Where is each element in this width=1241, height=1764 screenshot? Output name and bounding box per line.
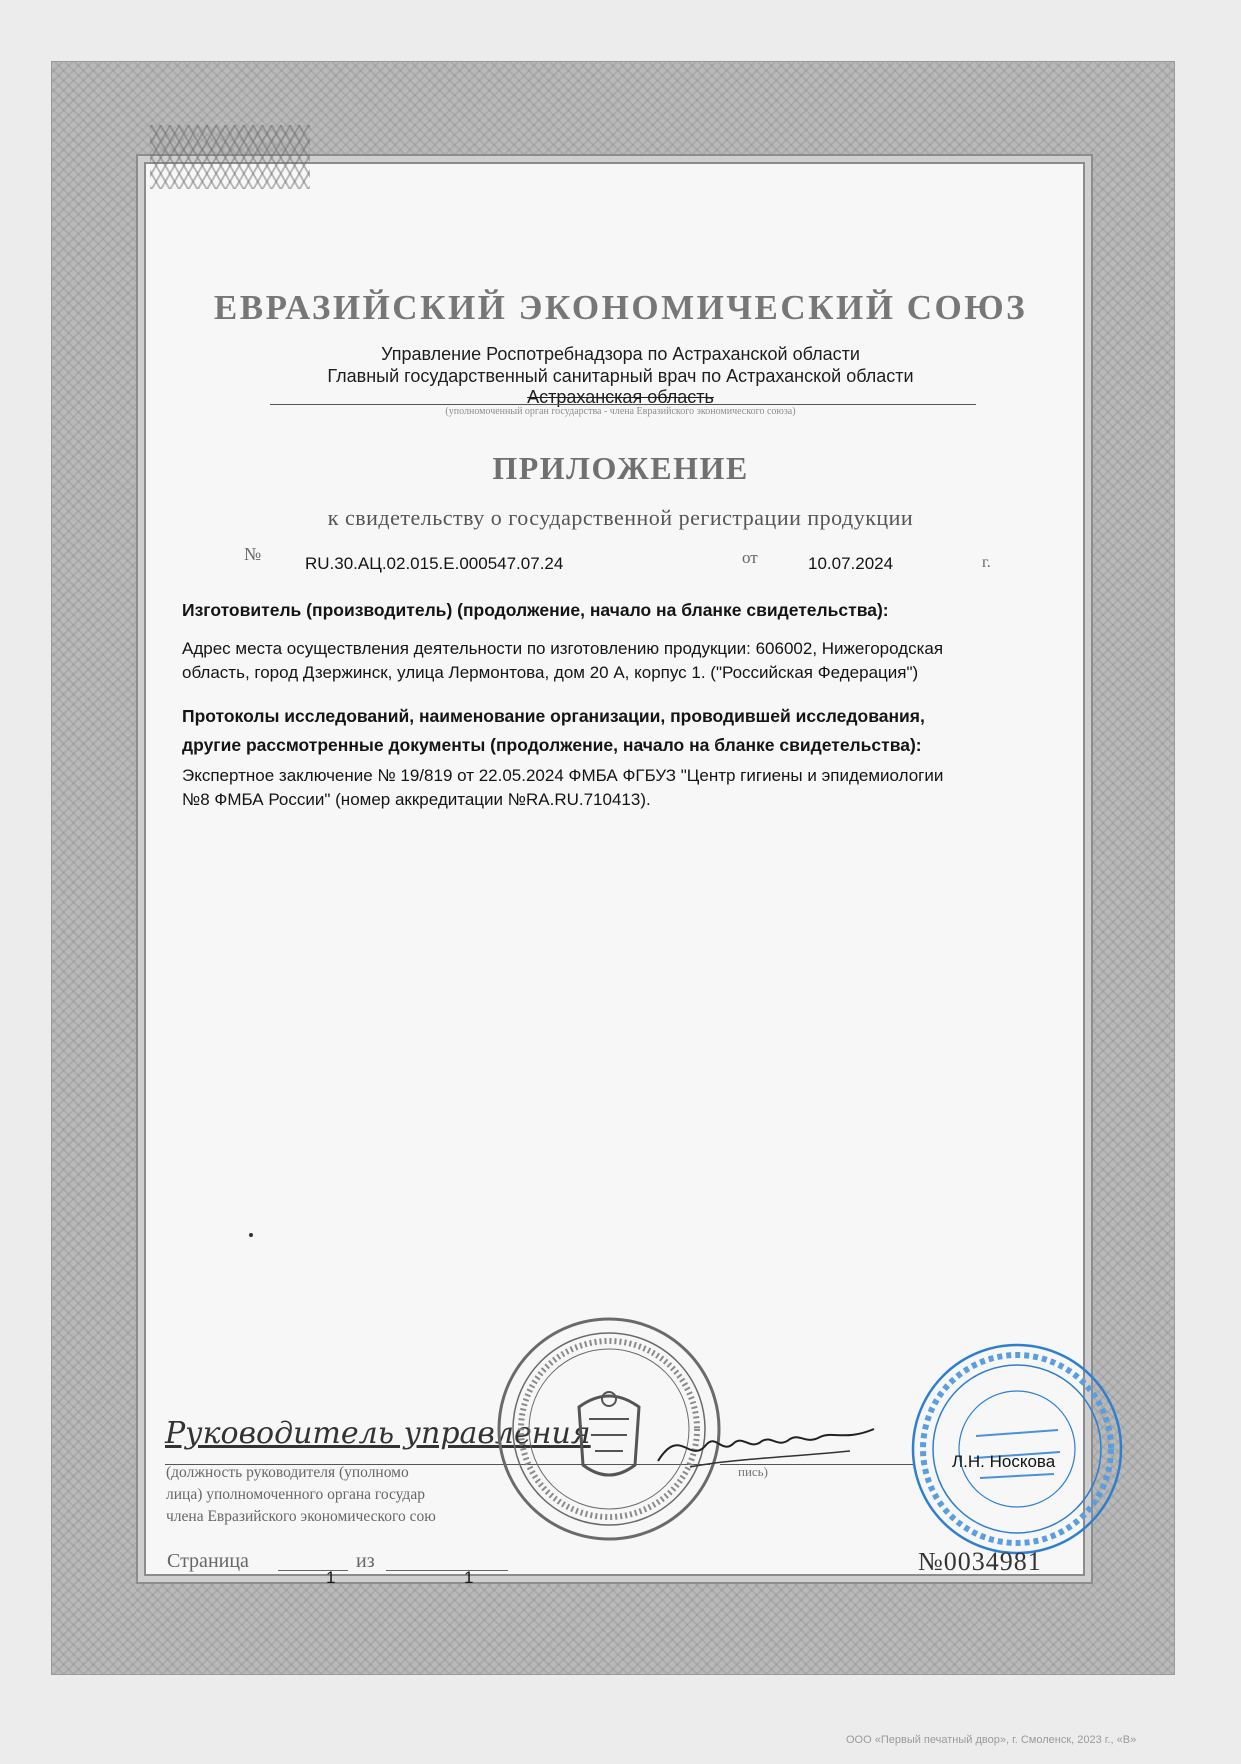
- number-label: №: [244, 544, 262, 564]
- registration-date: 10.07.2024: [808, 554, 894, 573]
- page-title: ПРИЛОЖЕНИЕ: [492, 450, 749, 486]
- page-of-label: из: [356, 1550, 375, 1572]
- signature-caption-tail: пись): [738, 1464, 768, 1479]
- protocols-line-1: Экспертное заключение № 19/819 от 22.05.2024 ФМБА ФГБУЗ "Центр гигиены и эпидемиологии: [182, 766, 944, 785]
- security-ornament: [150, 125, 310, 189]
- manufacturer-address-line-1: Адрес места осуществления деятельности по изготовлению продукции: 606002, Нижегородская: [182, 639, 944, 658]
- protocols-line-2: №8 ФМБА России" (номер аккредитации №RA.RU.710413).: [182, 790, 651, 809]
- caption-line-1: (должность руководителя (уполномо: [166, 1464, 409, 1481]
- signer-name: Л.Н. Носкова: [952, 1452, 1056, 1471]
- union-title: ЕВРАЗИЙСКИЙ ЭКОНОМИЧЕСКИЙ СОЮЗ: [213, 288, 1028, 327]
- caption-line-3: члена Евразийского экономического сою: [166, 1508, 436, 1525]
- printer-imprint: ООО «Первый печатный двор», г. Смоленск, 2023 г., «В»: [846, 1734, 1137, 1746]
- authority-line-1: Управление Роспотребнадзора по Астраханской области: [381, 344, 860, 364]
- page-number-line: [278, 1570, 348, 1571]
- date-label: от: [742, 548, 758, 567]
- form-number: №0034981: [918, 1547, 1042, 1576]
- manufacturer-address-line-2: область, город Дзержинск, улица Лермонтова, дом 20 А, корпус 1. ("Российская Федерация"): [182, 663, 919, 682]
- authority-line-2: Главный государственный санитарный врач по Астраханской области: [327, 366, 914, 386]
- signer-position-handwritten: Руководитель управления: [165, 1416, 591, 1451]
- authority-underline: [270, 404, 976, 405]
- page-label: Страница: [167, 1550, 249, 1572]
- registration-number: RU.30.АЦ.02.015.Е.000547.07.24: [305, 554, 564, 573]
- page-total-line: [386, 1570, 508, 1571]
- page-total: 1: [464, 1568, 474, 1587]
- page-number: 1: [326, 1568, 336, 1587]
- page-subtitle: к свидетельству о государственной регистрации продукции: [327, 505, 914, 530]
- authority-caption: (уполномоченный орган государства - члена Евразийского экономического союза): [445, 406, 796, 417]
- ink-dot: [249, 1233, 253, 1237]
- handwritten-signature: [650, 1415, 880, 1475]
- protocols-heading-line-2: другие рассмотренные документы (продолжение, начало на бланке свидетельства):: [182, 735, 922, 755]
- caption-line-2: лица) уполномоченного органа государ: [166, 1486, 425, 1503]
- year-suffix: г.: [982, 554, 991, 571]
- protocols-heading-line-1: Протоколы исследований, наименование организации, проводившей исследования,: [182, 706, 925, 726]
- company-stamp: [908, 1340, 1126, 1558]
- authority-line-3: Астраханская область: [527, 387, 714, 407]
- manufacturer-heading: Изготовитель (производитель) (продолжение, начало на бланке свидетельства):: [182, 600, 889, 620]
